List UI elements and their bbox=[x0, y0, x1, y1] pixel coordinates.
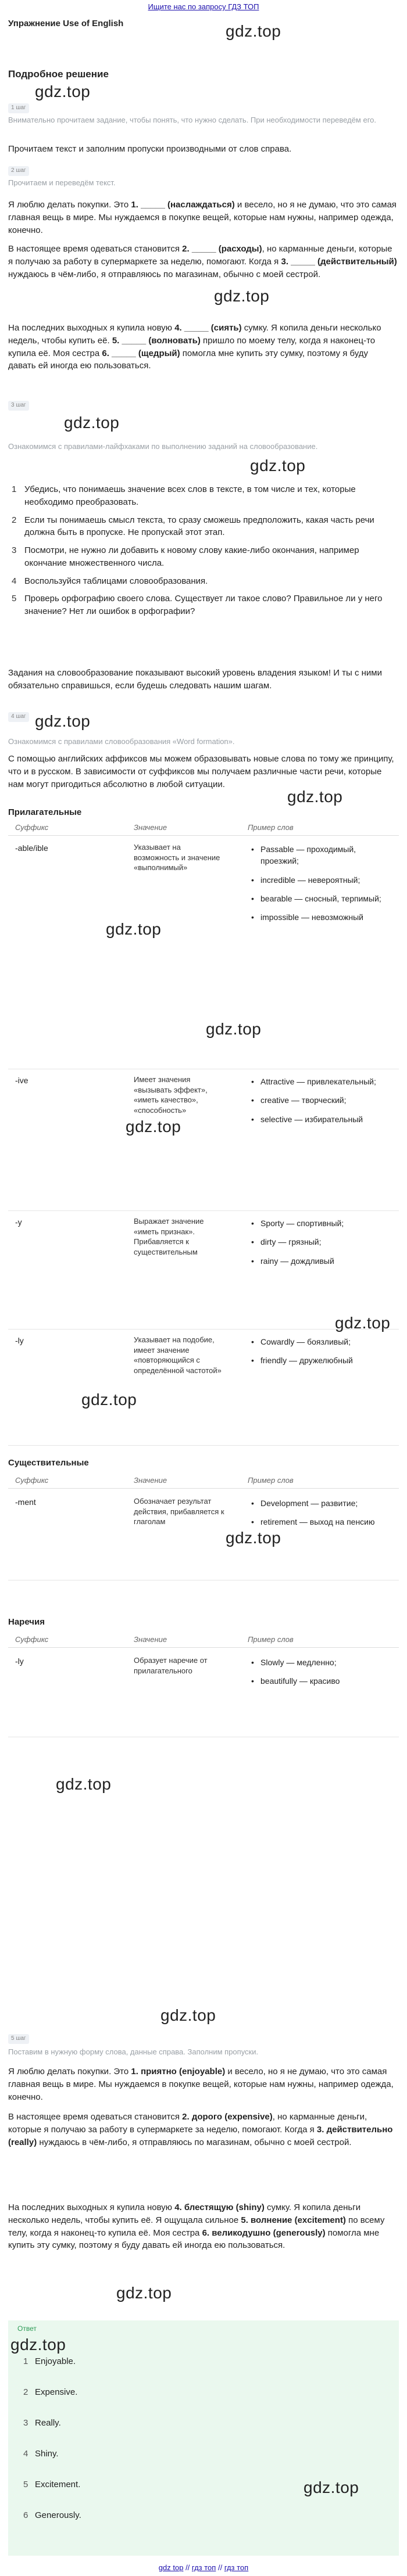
list-item: 4 Shiny. bbox=[23, 2449, 59, 2459]
watermark: gdz.top bbox=[10, 2336, 66, 2354]
step-note: Прочитаем и переведём текст. bbox=[8, 178, 116, 187]
list-item: 3 Посмотри, не нужно ли добавить к новому слову какие-либо окончания, например окончание множественного числа. bbox=[12, 545, 359, 568]
answer-1: 1. приятно (enjoyable) bbox=[131, 2067, 226, 2076]
watermark: gdz.top bbox=[214, 287, 270, 305]
watermark: gdz.top bbox=[116, 2284, 172, 2302]
answer-label: Ответ bbox=[17, 2324, 37, 2333]
table-header: Суффикс Значение Пример слов bbox=[8, 821, 399, 836]
watermark: gdz.top bbox=[304, 2478, 359, 2496]
table-header: Суффикс Значение Пример слов bbox=[8, 1633, 399, 1648]
text-paragraph: На последних выходных я купила новую 4. блестящую (shiny) сумку. Я копила деньги несколько недель, чтобы купить её. Я ощущала сильное 5. волнение (excitement) по всему телу, когда я наконец-то купила её. Моя сестра 6. великодушно (generously) помогла мне купить эту сумку, поэтому я буду давать ей иногда ею пользоваться. bbox=[8, 2203, 385, 2251]
page-title: Упражнение Use of English bbox=[8, 19, 124, 28]
tips-list bbox=[8, 483, 392, 623]
answer-2: 2. дорого (expensive) bbox=[182, 2112, 273, 2122]
gap-4: 4. _____ (сиять) bbox=[174, 323, 242, 333]
footer-link[interactable]: гдз топ bbox=[224, 2563, 249, 2572]
step-label: 2 шаг bbox=[8, 166, 29, 176]
footer: gdz top // гдз топ // гдз топ bbox=[158, 2563, 249, 2572]
table-row: -able/ible Указывает на возможность и значение «выполнимый» • Passable — проходимый, проезжий; • incredible — невероятный; • bearable — сносный, терпимый; • impossible — невозможный bbox=[8, 836, 399, 1069]
text-paragraph: С помощью английских аффиксов мы можем образовывать новые слова по тому же принципу, что и в русском. В зависимости от суффиксов мы получаем различные части речи, которые нам могут пригодиться абсолютно в любой ситуации. bbox=[8, 754, 394, 789]
watermark: gdz.top bbox=[160, 2006, 216, 2024]
solution-heading: Подробное решение bbox=[8, 69, 109, 80]
list-item: 2 Если ты понимаешь смысл текста, то сразу сможешь предположить, какая часть речи должна быть в пропуске. Не пропускай этот этап. bbox=[12, 515, 374, 538]
gap-1: 1. _____ (наслаждаться) bbox=[131, 200, 235, 210]
section-title: Наречия bbox=[8, 1617, 45, 1627]
watermark: gdz.top bbox=[287, 788, 343, 806]
answer-4: 4. блестящую (shiny) bbox=[174, 2203, 265, 2212]
table-row: -ive Имеет значения «вызывать эффект», «иметь качество», «способность» • Attractive — привлекательный; • creative — творческий; • selective — избирательный bbox=[8, 1069, 399, 1211]
step-label: 3 шаг bbox=[8, 401, 29, 411]
step-label: 1 шаг bbox=[8, 103, 29, 113]
table-row: -y Выражает значение «иметь признак». Прибавляется к существительным • Sporty — спортивный; • dirty — грязный; • rainy — дождливый bbox=[8, 1210, 399, 1330]
watermark: gdz.top bbox=[35, 82, 91, 100]
watermark: gdz.top bbox=[126, 1118, 181, 1136]
answer-box bbox=[8, 2320, 399, 2556]
section-title: Существительные bbox=[8, 1458, 89, 1468]
gap-2: 2. _____ (расходы) bbox=[182, 244, 262, 254]
step-note: Поставим в нужную форму слова, данные справа. Заполним пропуски. bbox=[8, 2047, 259, 2056]
text-paragraph: В настоящее время одеваться становится 2. _____ (расходы), но карманные деньги, которые я получаю за работу в супермаркете за неделю, помогают. Когда я 3. _____ (действительный) нуждаюсь в чём-либо, я отправляюсь по магазинам, обычно с моей сестрой. bbox=[8, 244, 397, 279]
text-paragraph: Я люблю делать покупки. Это 1. приятно (enjoyable) и весело, но я не думаю, что это самая главная вещь в мире. Мы нуждаемся в покупке вещей, которые нам нужны, например одежда, конечно. bbox=[8, 2067, 394, 2102]
table-header: Суффикс Значение Пример слов bbox=[8, 1474, 399, 1489]
step-note: Ознакомимся с правилами-лайфхаками по выполнению заданий на словообразование. bbox=[8, 442, 318, 451]
list-item: 5 Excitement. bbox=[23, 2480, 81, 2489]
table-row: -ment Обозначает результат действия, прибавляется к глаголам • Development — развитие; • retirement — выход на пенсию bbox=[8, 1490, 399, 1580]
watermark: gdz.top bbox=[226, 1529, 281, 1547]
text-paragraph: Задания на словообразование показывают высокий уровень владения языком! И ты с ними обязательно справишься, если будешь следовать нашим шагам. bbox=[8, 668, 382, 691]
watermark: gdz.top bbox=[106, 920, 162, 938]
list-item: 1 Enjoyable. bbox=[23, 2356, 76, 2366]
watermark: gdz.top bbox=[35, 712, 91, 730]
gap-6: 6. _____ (щедрый) bbox=[102, 348, 180, 358]
watermark: gdz.top bbox=[206, 1020, 262, 1038]
list-item: 5 Проверь орфографию своего слова. Существует ли такое слово? Правильное ли у него значение? Нет ли ошибок в орфографии? bbox=[12, 594, 383, 616]
watermark: gdz.top bbox=[335, 1314, 391, 1332]
watermark: gdz.top bbox=[56, 1775, 112, 1793]
search-promo-link[interactable]: Ищите нас по запросу ГДЗ ТОП bbox=[148, 2, 259, 11]
step-note: Внимательно прочитаем задание, чтобы понять, что нужно сделать. При необходимости переведём его. bbox=[8, 116, 376, 124]
list-item: 6 Generously. bbox=[23, 2510, 81, 2520]
section-title: Прилагательные bbox=[8, 807, 82, 817]
text-paragraph: На последних выходных я купила новую 4. _____ (сиять) сумку. Я копила деньги несколько недель, чтобы купить её. 5. _____ (волновать) пришло по моему телу, когда я наконец-то купила её. Моя сестра 6. _____ (щедрый) помогла мне купить эту сумку, поэтому я буду давать ей иногда ею пользоваться. bbox=[8, 323, 381, 371]
answer-5: 5. волнение (excitement) bbox=[241, 2215, 346, 2225]
table-row: -ly Образует наречие от прилагательного • Slowly — медленно; • beautifully — красиво bbox=[8, 1650, 399, 1737]
list-item: 4 Воспользуйся таблицами словообразования. bbox=[12, 576, 208, 586]
step-label: 4 шаг bbox=[8, 712, 29, 722]
watermark: gdz.top bbox=[81, 1391, 137, 1409]
answer-3: 3. действительно (really) bbox=[8, 2124, 393, 2147]
footer-link[interactable]: гдз топ bbox=[191, 2563, 216, 2572]
step-label: 5 шаг bbox=[8, 2034, 29, 2044]
answer-6: 6. великодушно (generously) bbox=[202, 2227, 326, 2238]
list-item: 2 Expensive. bbox=[23, 2387, 78, 2397]
watermark: gdz.top bbox=[226, 22, 281, 40]
text-paragraph: Я люблю делать покупки. Это 1. _____ (наслаждаться) и весело, но я не думаю, что это самая главная вещь в мире. Мы нуждаемся в покупке вещей, которые нам нужны, например одежда, конечно. bbox=[8, 200, 397, 235]
gap-3: 3. _____ (действительный) bbox=[281, 256, 397, 267]
step-note: Ознакомимся с правилами словообразования «Word formation». bbox=[8, 737, 235, 746]
answer-list bbox=[17, 2355, 81, 2540]
list-item: 3 Really. bbox=[23, 2418, 61, 2428]
table-row: -ly Указывает на подобие, имеет значение «повторяющийся с определённой частотой» • Cowardly — боязливый; • friendly — дружелюбный bbox=[8, 1329, 399, 1446]
watermark: gdz.top bbox=[64, 414, 120, 432]
list-item: 1 Убедись, что понимаешь значение всех слов в тексте, в том числе и тех, которые необходимо преобразовать. bbox=[12, 484, 356, 507]
watermark: gdz.top bbox=[250, 457, 306, 475]
text-paragraph: В настоящее время одеваться становится 2. дорого (expensive), но карманные деньги, которые я получаю за работу в супермаркете за неделю, помогают. Когда я 3. действительно (really) нуждаюсь в чём-либо, я отправляюсь по магазинам, обычно с моей сестрой. bbox=[8, 2112, 393, 2147]
gap-5: 5. _____ (волновать) bbox=[112, 335, 201, 346]
step-text: Прочитаем текст и заполним пропуски производными от слов справа. bbox=[8, 144, 292, 154]
footer-link[interactable]: gdz top bbox=[158, 2563, 184, 2572]
